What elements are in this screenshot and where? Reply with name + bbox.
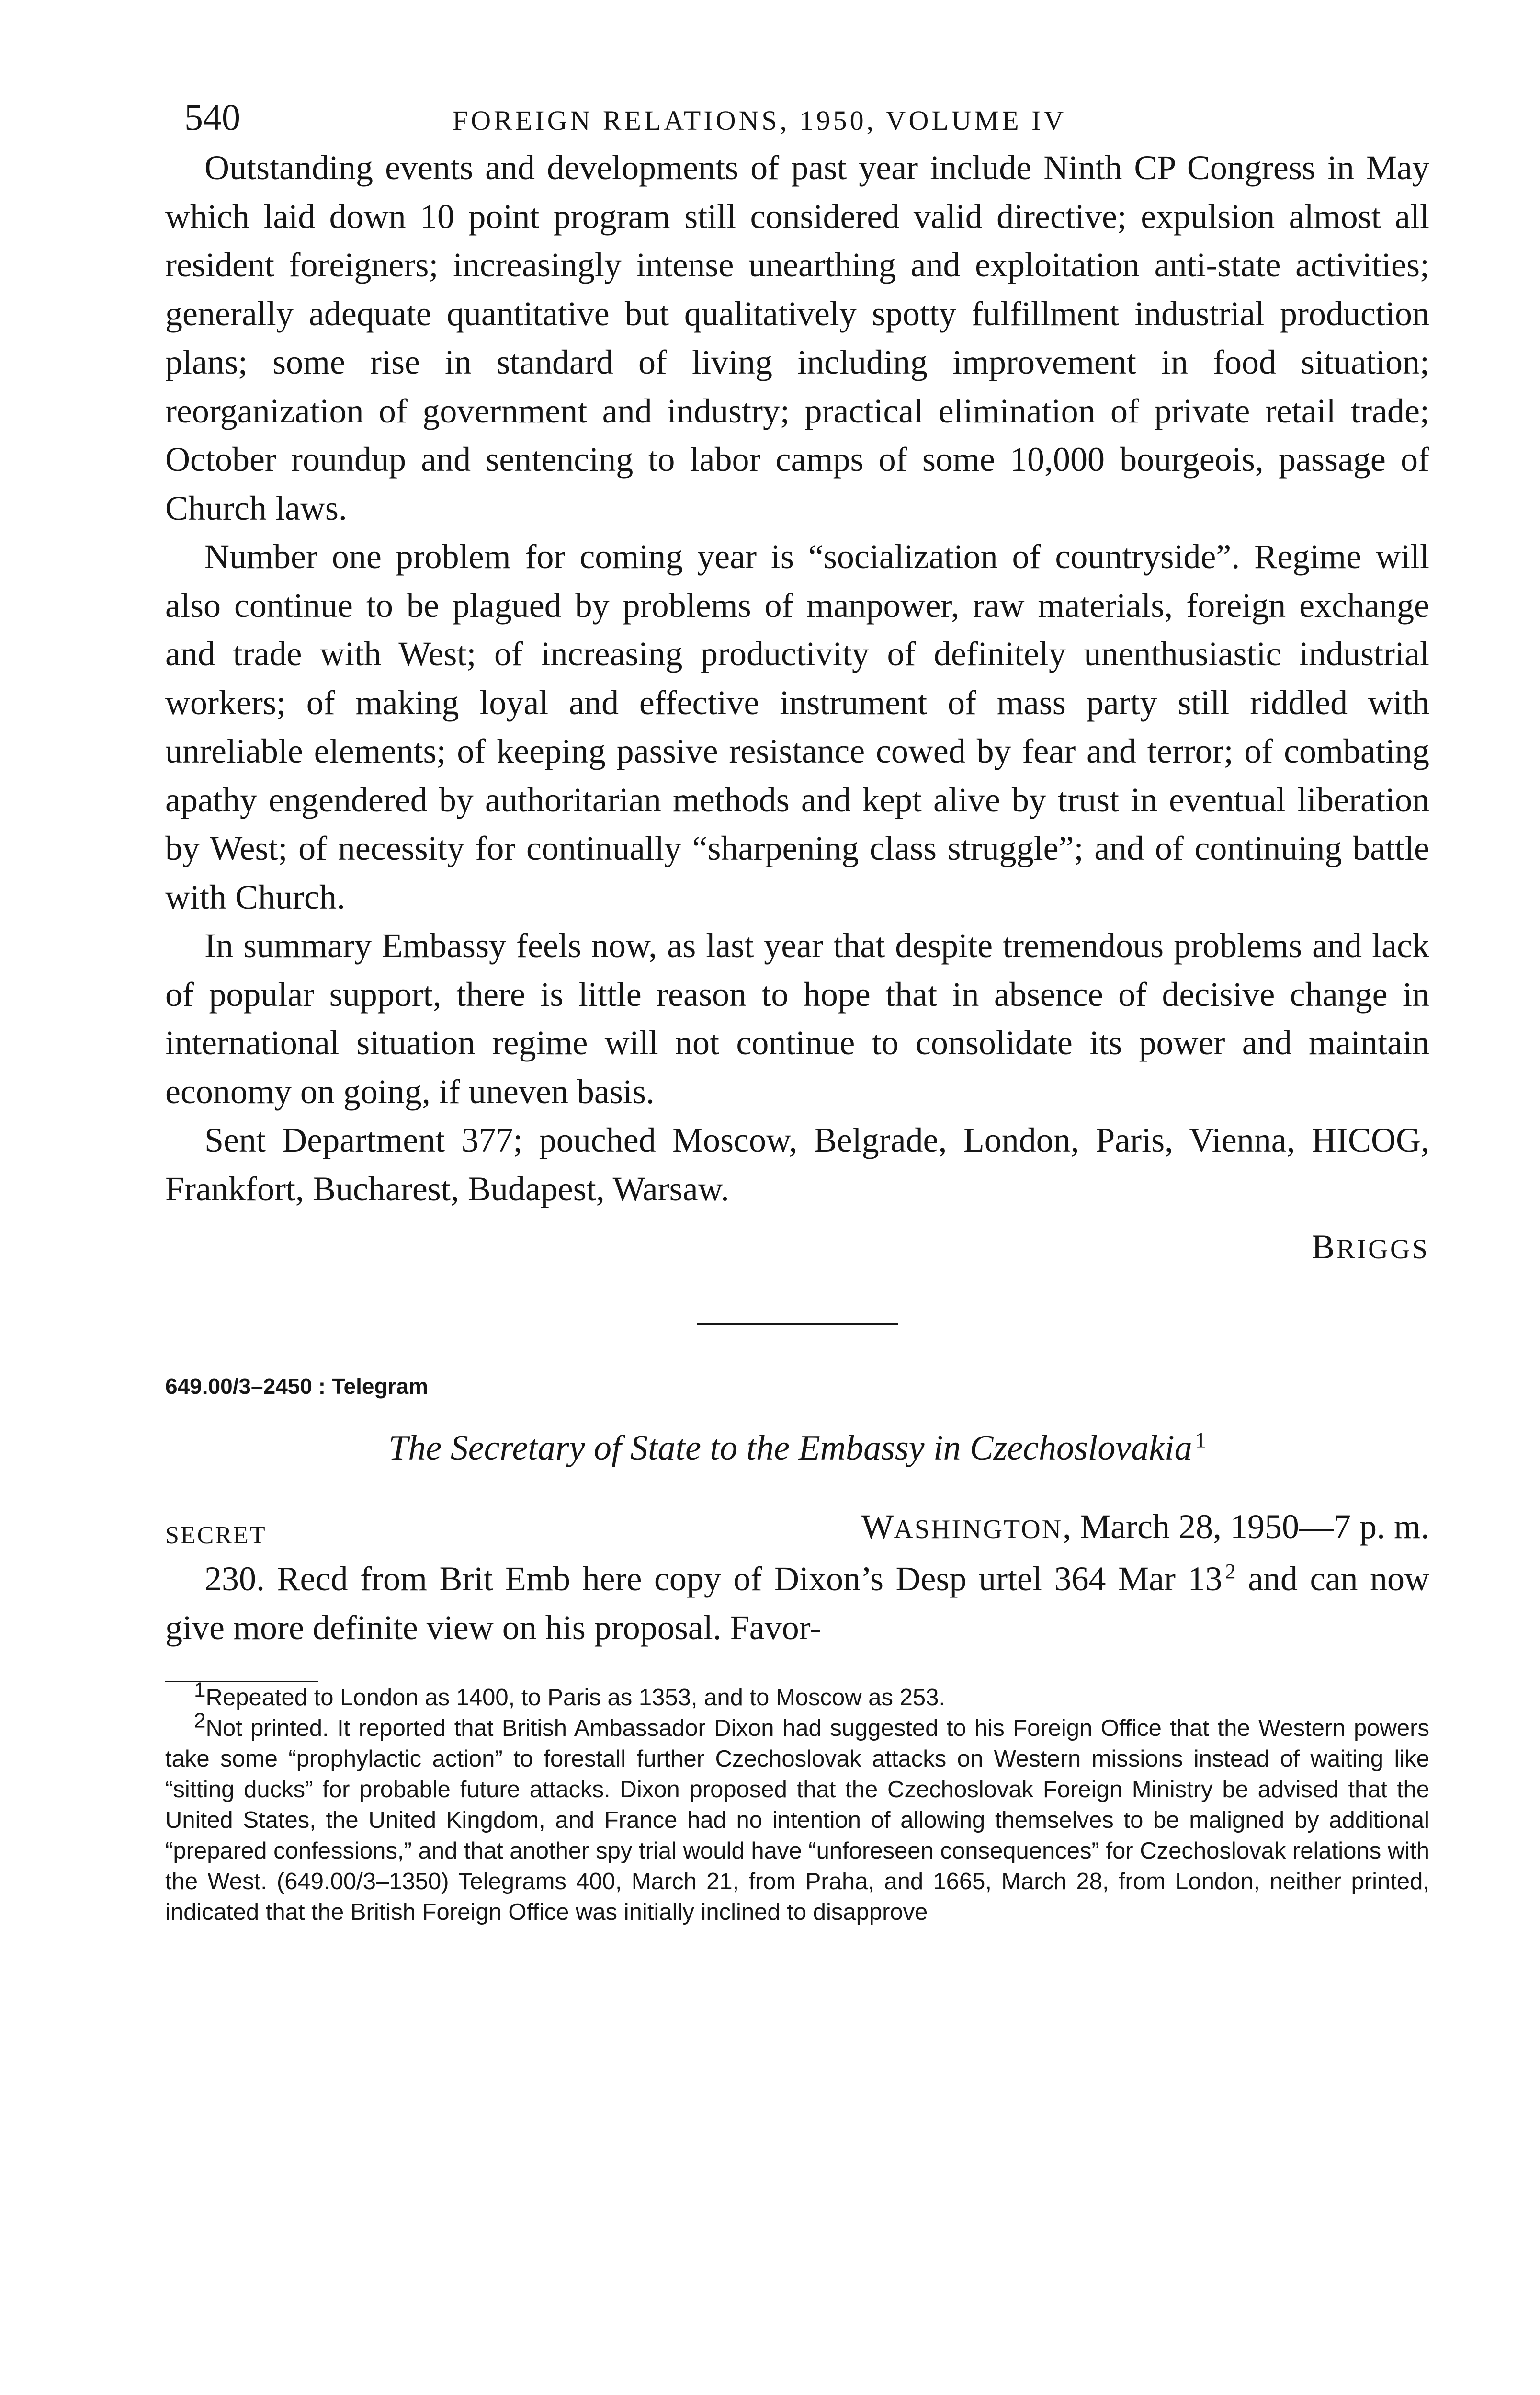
dateline — [165, 1507, 1429, 1555]
footnote-1 — [165, 1678, 1429, 1713]
date-text: , March 28, 1950—7 p. m. — [1063, 1507, 1429, 1546]
telegram-text-part2: and can now give more definite view on his proposal. Favor- — [165, 1560, 1429, 1647]
document-title — [165, 1428, 1429, 1469]
body-paragraph-4: Sent Department 377; pouched Moscow, Belgrade, London, Paris, Vienna, HICOG, Frankfort, Bucharest, Budapest, Warsaw. — [165, 1121, 1429, 1208]
body-paragraph-3: In summary Embassy feels now, as last year that despite tremendous problems and lack of popular support, there is little reason to hope that in absence of decisive change in international situation regime will not continue to consolidate its power and maintain economy on going, if uneven basis. — [165, 926, 1429, 1111]
place-initial: W — [861, 1507, 894, 1546]
page-number: 540 — [184, 96, 240, 138]
text-footnote-mark: 2 — [1225, 1560, 1236, 1583]
document-title-text: The Secretary of State to the Embassy in Czechoslovakia — [388, 1428, 1192, 1468]
document-page — [165, 91, 1429, 1927]
footnote-1-text: Repeated to London as 1400, to Paris as 1353, and to Moscow as 253. — [205, 1685, 946, 1711]
footnote-2-text: Not printed. It reported that British Ambassador Dixon had suggested to his Foreign Office that the Western powers take some “prophylactic action” to forestall further Czechoslovak attacks on Western missions instead of waiting like “sitting ducks” for probable future attacks. Dixon proposed that the Czechoslovak Foreign Ministry be advised that the United States, the United Kingdom, and France had no intention of allowing themselves to be maligned by additional “prepared confessions,” and that another spy trial would have “unforeseen consequences” for Czechoslovak relations with the West. (649.00/3–1350) Telegrams 400, March 21, from Praha, and 1665, March 28, from London, neither printed, indicated that the British Foreign Office was initially inclined to disapprove — [165, 1715, 1429, 1925]
body-paragraph-2: Number one problem for coming year is “socialization of countryside”. Regime will also continue to be plagued by problems of manpower, raw materials, foreign exchange and trade with West; of increasing productivity of definitely unenthusiastic industrial workers; of making loyal and effective instrument of mass party still riddled with unreliable elements; of keeping passive resistance cowed by fear and terror; of combating apathy engendered by authoritarian methods and kept alive by trust in eventual liberation by West; of necessity for continually “sharpening class struggle”; and of continuing battle with Church. — [165, 537, 1429, 916]
footnote-2 — [165, 1709, 1429, 1927]
running-head — [165, 91, 1429, 144]
signature-initial: B — [1311, 1228, 1336, 1266]
running-head-title: FOREIGN RELATIONS, 1950, VOLUME IV — [453, 105, 1067, 136]
title-footnote-mark: 1 — [1195, 1427, 1206, 1452]
telegram-text-part1: 230. Recd from Brit Emb here copy of Dixon’s Desp urtel 364 Mar 13 — [204, 1560, 1223, 1598]
section-divider — [697, 1323, 898, 1325]
signature-rest: RIGGS — [1336, 1233, 1429, 1265]
signature — [165, 1223, 1429, 1271]
body-paragraph-1: Outstanding events and developments of past year include Ninth CP Congress in May which laid down 10 point program still considered valid directive; expulsion almost all resident foreigners; increasingly intense unearthing and exploitation anti-state activities; generally adequate quantitative but qualitatively spotty fulfillment industrial production plans; some rise in standard of living including improvement in food situation; reorganization of government and industry; practical elimination of private retail trade; October roundup and sentencing to labor camps of some 10,000 bourgeois, passage of Church laws. — [165, 148, 1429, 527]
classification-label: SECRET — [165, 1522, 267, 1549]
telegram-text — [165, 1555, 1429, 1652]
file-reference: 649.00/3–2450 : Telegram — [165, 1374, 428, 1399]
footnote-1-mark: 1 — [194, 1678, 206, 1702]
footnote-2-mark: 2 — [194, 1709, 206, 1733]
place-rest: ASHINGTON — [894, 1515, 1063, 1544]
place-and-date — [861, 1507, 1429, 1547]
